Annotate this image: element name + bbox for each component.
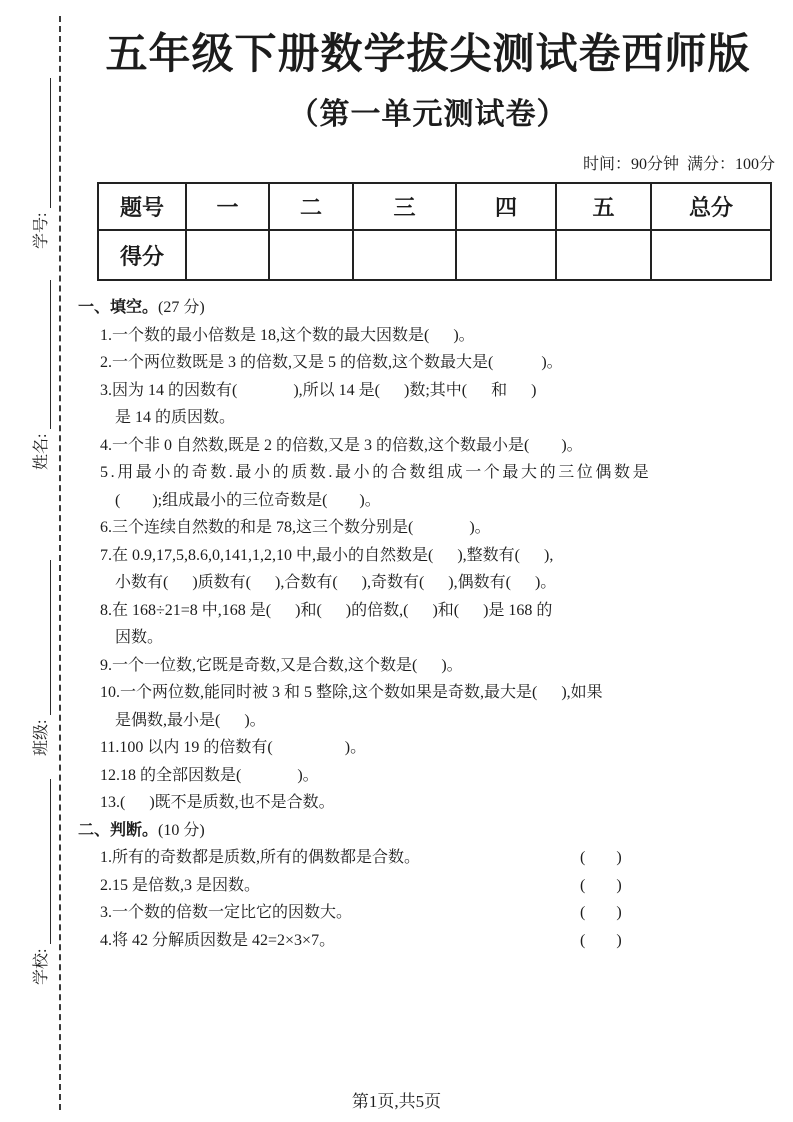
page-subtitle: （第一单元测试卷） <box>288 98 568 132</box>
question-line: 4.一个非 0 自然数,既是 2 的倍数,又是 3 的倍数,这个数最小是( )。 <box>100 436 583 454</box>
name-field <box>27 280 51 470</box>
score-col-4: 四 <box>456 183 556 230</box>
school-blank-line <box>26 779 51 944</box>
score-corner-cell: 题号 <box>98 183 186 230</box>
question-line-continuation: 因数。 <box>115 629 164 647</box>
score-table-value-row <box>98 230 771 280</box>
score-table-header-row <box>98 183 771 230</box>
question-line: 8.在 168÷21=8 中,168 是( )和( )的倍数,( )和( )是 168 的 <box>100 601 553 619</box>
name-blank-line <box>26 280 51 429</box>
judge-text: 1.所有的奇数都是质数,所有的偶数都是合数。 <box>100 849 421 867</box>
exam-meta: 时间：90分钟 满分：100分 <box>582 156 775 174</box>
question-line: 6.三个连续自然数的和是 78,这三个数分别是( )。 <box>100 519 491 537</box>
question-line-continuation: 是 14 的质因数。 <box>115 409 236 427</box>
judge-answer-brackets: ( ) <box>580 931 623 949</box>
judge-answer-brackets: ( ) <box>580 849 623 867</box>
name-label: 姓名: <box>33 433 50 470</box>
question-line: 7.在 0.9,17,5,8.6,0,141,1,2,10 中,最小的自然数是( ),整数有( ), <box>100 546 554 564</box>
question-line: 3.因为 14 的因数有( ),所以 14 是( )数;其中( 和 ) <box>100 381 537 399</box>
section-2-title: 二、判断。 <box>78 821 159 839</box>
judge-answer-brackets: ( ) <box>580 904 623 922</box>
judge-line <box>75 899 781 927</box>
question-line-continuation: 是偶数,最小是( )。 <box>115 711 266 729</box>
judge-text: 3.一个数的倍数一定比它的因数大。 <box>100 904 353 922</box>
question-line-continuation: ( );组成最小的三位奇数是( )。 <box>115 491 381 509</box>
questions-area <box>75 294 781 954</box>
section-1-heading <box>75 294 781 322</box>
judge-line <box>75 844 781 872</box>
question-line: 9.一个一位数,它既是奇数,又是合数,这个数是( )。 <box>100 656 463 674</box>
question-line: 10.一个两位数,能同时被 3 和 5 整除,这个数如果是奇数,最大是( ),如果 <box>100 684 603 702</box>
judge-text: 2.15 是倍数,3 是因数。 <box>100 876 261 894</box>
margin-dashed-line <box>59 16 61 1110</box>
question-line: 11.100 以内 19 的倍数有( )。 <box>100 739 367 757</box>
question-line: 5.用最小的奇数.最小的质数.最小的合数组成一个最大的三位偶数是 <box>100 464 652 482</box>
score-cell <box>556 230 651 280</box>
judge-line <box>75 927 781 955</box>
student-id-label: 学号: <box>33 212 50 249</box>
score-cell <box>353 230 456 280</box>
score-row-label: 得分 <box>98 230 186 280</box>
class-blank-line <box>26 560 51 715</box>
score-col-3: 三 <box>353 183 456 230</box>
section-2-points: (10 分) <box>158 821 205 839</box>
score-cell <box>456 230 556 280</box>
section-1-title: 一、填空。 <box>78 299 159 317</box>
judge-line <box>75 872 781 900</box>
school-field <box>27 779 51 985</box>
student-id-field <box>27 78 51 249</box>
question-line: 12.18 的全部因数是( )。 <box>100 766 319 784</box>
score-col-5: 五 <box>556 183 651 230</box>
page-title: 五年级下册数学拔尖测试卷西师版 <box>105 32 751 78</box>
question-line: 13.( )既不是质数,也不是合数。 <box>100 794 335 812</box>
question-line: 1.一个数的最小倍数是 18,这个数的最大因数是( )。 <box>100 326 475 344</box>
section-2-heading <box>75 817 781 845</box>
judge-answer-brackets: ( ) <box>580 876 623 894</box>
score-cell <box>651 230 771 280</box>
question-line: 2.一个两位数既是 3 的倍数,又是 5 的倍数,这个数最大是( )。 <box>100 354 563 372</box>
school-label: 学校: <box>33 948 50 985</box>
judge-text: 4.将 42 分解质因数是 42=2×3×7。 <box>100 931 336 949</box>
score-col-1: 一 <box>186 183 269 230</box>
score-col-total: 总分 <box>651 183 771 230</box>
score-cell <box>269 230 353 280</box>
section-1-points: (27 分) <box>158 299 205 317</box>
class-field <box>27 560 51 756</box>
student-id-blank-line <box>26 78 51 208</box>
score-cell <box>186 230 269 280</box>
class-label: 班级: <box>33 719 50 756</box>
paper-content <box>75 0 781 954</box>
question-line-continuation: 小数有( )质数有( ),合数有( ),奇数有( ),偶数有( )。 <box>115 574 557 592</box>
score-col-2: 二 <box>269 183 353 230</box>
score-table <box>97 182 772 281</box>
page-footer: 第1页,共5页 <box>351 1092 442 1111</box>
